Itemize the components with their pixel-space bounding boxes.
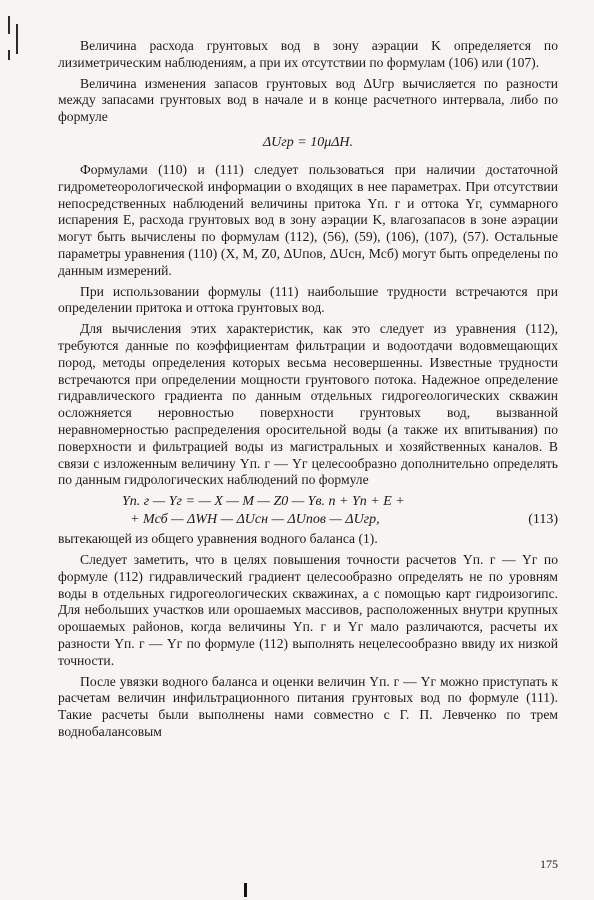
paragraph: Величина расхода грунтовых вод в зону аэрации K определяется по лизиметрическим наблюдениям, а при их отсутствии по формулам (106) или (107). [58,38,558,70]
paragraph: Формулами (110) и (111) следует пользоваться при наличии достаточной гидрометеорологической информации о входящих в нее параметрах. При отсутствии непосредственных наблюдений величины притока Yп. г и оттока Yг, суммарного испарения E, расхода грунтовых вод в зону аэрации K, влагозапасов в зоне аэрации могут быть вычислены по формулам (112), (56), (59), (106), (107), (57). Остальные параметры уравнения (110) (X, M, Z0, ΔUпов, ΔUсн, Mсб) могут быть определены по данным измерений. [58,161,558,278]
paragraph: Для вычисления этих характеристик, как это следует из уравнения (112), требуются данные по коэффициентам фильтрации и водоотдачи водовмещающих пород, методы определения которых весьма несовершенны. Известные трудности встречаются при определении мощности грунтового потока. Надежное определение гидравлического градиента по данным отдельных гидрогеологических скважин осложняется неровностью поверхности грунтовых вод, вызванной неравномерностью распределения оросительной воды (а также их впитывания) по поверхности и фильтрацией воды из магистральных и хозяйственных каналов. В связи с изложенным величину Yп. г — Yг целесообразно дополнительно определять по данным гидрологических наблюдений по формуле [58,321,558,488]
formula-113-line1: Yп. г — Yг = — X — M — Z0 — Yв. п + Yп + E + [122,494,405,510]
margin-mark [8,16,10,34]
formula-delta-u: ΔUгр = 10μΔH. [262,134,354,150]
page-number: 175 [540,857,558,871]
paragraph: После увязки водного баланса и оценки величин Yп. г — Yг можно приступать к расчетам величин инфильтрационного питания грунтовых вод по формуле (111). Такие расчеты были выполнены нами совместно с Г. П. Левченко по трем воднобалансовым [58,673,558,739]
paragraph: Следует заметить, что в целях повышения точности расчетов Yп. г — Yг по формуле (112) гидравлический градиент целесообразно определять не по уровням воды в отдельных гидрогеологических скважинах, а с помощью карт гидроизогипс. Для небольших участков или орошаемых массивов, расположенных внутри крупных орошаемых районов, когда величины Yп. г и Yг мало различаются, расчеты их разности Yп. г — Yг по формуле (112) выполнять нецелесообразно ввиду их низкой точности. [58,551,558,668]
margin-mark [16,24,18,54]
formula-113-line2: + Mсб — ΔWH — ΔUсн — ΔUпов — ΔUгр, [130,512,380,528]
paragraph: вытекающей из общего уравнения водного баланса (1). [58,531,378,547]
formula-number: (113) [528,512,558,528]
margin-mark [8,50,10,60]
paragraph: Величина изменения запасов грунтовых вод ΔUгр вычисляется по разности между запасами грунтовых вод в начале и в конце расчетного интервала, либо по формуле [58,75,558,125]
bottom-mark [244,883,247,897]
formula-113 [58,493,558,529]
paragraph: При использовании формулы (111) наибольшие трудности встречаются при определении притока и оттока грунтовых вод. [58,283,558,316]
page-body [58,38,558,741]
